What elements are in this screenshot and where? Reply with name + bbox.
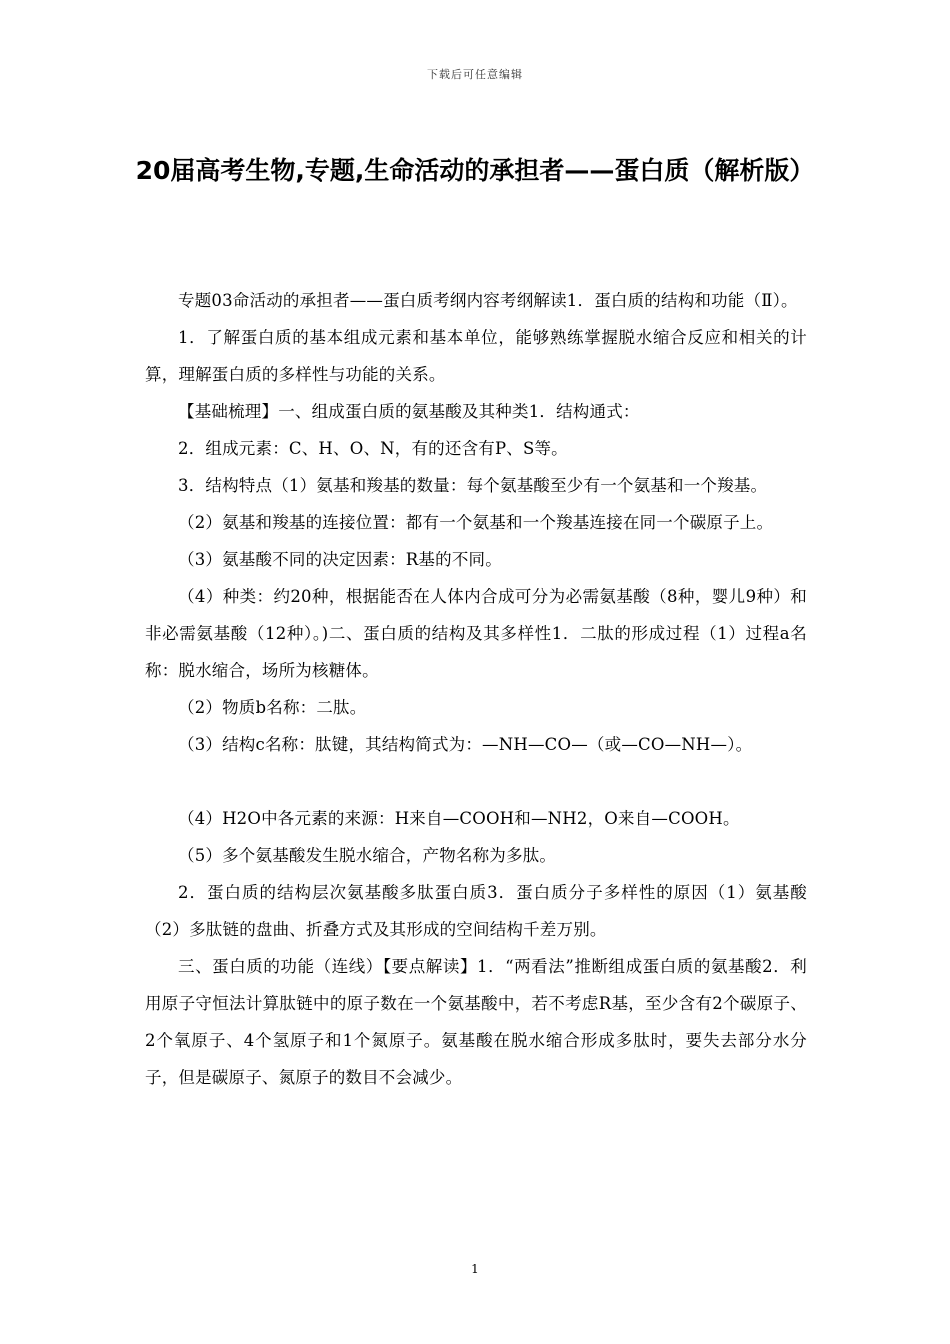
paragraph-8: （4）种类：约20种，根据能否在人体内合成可分为必需氨基酸（8种，婴儿9种）和非必需氨基酸（12种）。)二、蛋白质的结构及其多样性1．二肽的形成过程（1）过程a名称：脱水缩合，场所为核糖体。 <box>145 587 807 680</box>
paragraph-12: （5）多个氨基酸发生脱水缩合，产物名称为多肽。 <box>178 846 557 865</box>
paragraph-11: （4）H2O中各元素的来源：H来自—COOH和—NH2，O来自—COOH。 <box>178 809 740 828</box>
paragraph-10: （3）结构c名称：肽键，其结构简式为：—NH—CO—（或—CO—NH—）。 <box>178 735 753 754</box>
paragraph-3: 【基础梳理】一、组成蛋白质的氨基酸及其种类1．结构通式： <box>178 402 640 421</box>
paragraph-14: 三、蛋白质的功能（连线）【要点解读】1．“两看法”推断组成蛋白质的氨基酸2．利用原子守恒法计算肽链中的原子数在一个氨基酸中，若不考虑R基，至少含有2个碳原子、2个氧原子、4个氢原子和1个氮原子。氨基酸在脱水缩合形成多肽时，要失去部分水分子，但是碳原子、氮原子的数目不会减少。 <box>145 957 807 1087</box>
paragraph-1: 专题03命活动的承担者——蛋白质考纲内容考纲解读1．蛋白质的结构和功能（Ⅱ）。 <box>178 291 798 310</box>
page-number: 1 <box>471 1262 479 1276</box>
paragraph-6: （2）氨基和羧基的连接位置：都有一个氨基和一个羧基连接在同一个碳原子上。 <box>178 513 774 532</box>
paragraph-13: 2．蛋白质的结构层次氨基酸多肽蛋白质3．蛋白质分子多样性的原因（1）氨基酸（2）多肽链的盘曲、折叠方式及其形成的空间结构千差万别。 <box>145 883 807 939</box>
paragraph-9: （2）物质b名称：二肽。 <box>178 698 367 717</box>
paragraph-7: （3）氨基酸不同的决定因素：R基的不同。 <box>178 550 502 569</box>
paragraph-5: 3．结构特点（1）氨基和羧基的数量：每个氨基酸至少有一个氨基和一个羧基。 <box>178 476 768 495</box>
document-body <box>145 282 807 1096</box>
paragraph-4: 2．组成元素：C、H、O、N，有的还含有P、S等。 <box>178 439 568 458</box>
header-note: 下载后可任意编辑 <box>427 68 523 81</box>
paragraph-2: 1．了解蛋白质的基本组成元素和基本单位，能够熟练掌握脱水缩合反应和相关的计算，理解蛋白质的多样性与功能的关系。 <box>145 328 807 384</box>
document-title: 20届高考生物,专题,生命活动的承担者——蛋白质（解析版） <box>135 156 815 185</box>
blank-line <box>145 763 807 800</box>
